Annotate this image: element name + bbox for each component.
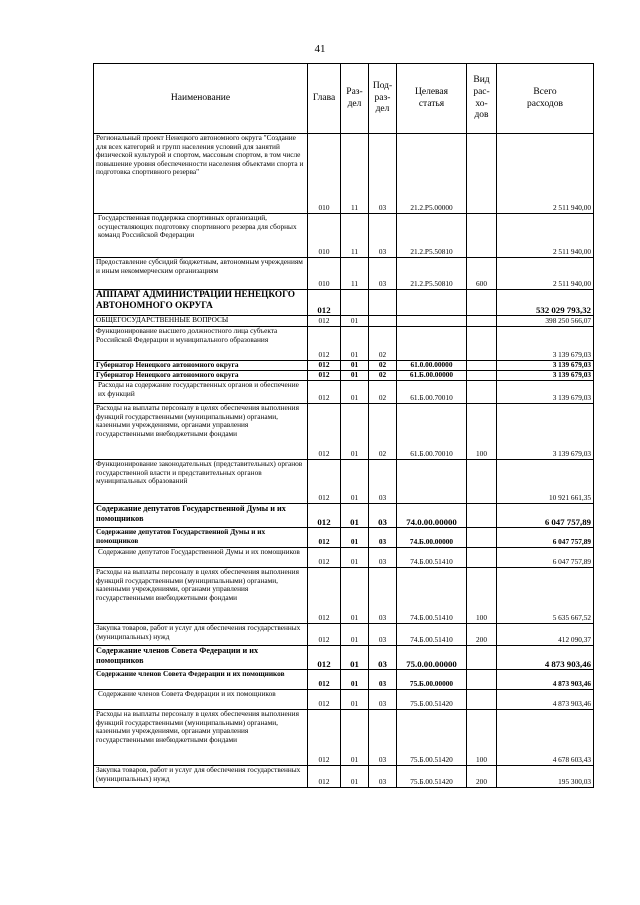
row-target: 61.Б.00.70010	[397, 381, 467, 404]
row-total: 412 090,37	[497, 624, 594, 646]
row-glava: 012	[308, 316, 341, 327]
row-podrazdel: 02	[369, 361, 397, 371]
row-razdel: 01	[341, 361, 369, 371]
row-razdel: 01	[341, 568, 369, 624]
table-row	[94, 327, 594, 361]
header-name: Наименование	[94, 64, 308, 134]
row-name: Содержание депутатов Государственной Думы и их помощников	[94, 548, 308, 568]
row-razdel: 01	[341, 528, 369, 548]
row-name: Содержание членов Совета Федерации и их помощников	[94, 690, 308, 710]
row-vid	[467, 528, 497, 548]
row-glava: 012	[308, 504, 341, 528]
row-glava: 012	[308, 404, 341, 460]
row-vid	[467, 371, 497, 381]
row-vid	[467, 290, 497, 316]
row-vid: 100	[467, 710, 497, 766]
header-glava: Глава	[308, 64, 341, 134]
row-podrazdel: 03	[369, 460, 397, 504]
row-podrazdel: 03	[369, 258, 397, 290]
row-glava: 012	[308, 290, 341, 316]
table-row	[94, 316, 594, 327]
table-row	[94, 766, 594, 788]
row-target: 75.Б.00.51420	[397, 710, 467, 766]
row-target: 75.0.00.00000	[397, 646, 467, 670]
row-total: 3 139 679,03	[497, 404, 594, 460]
table-row	[94, 381, 594, 404]
table-row	[94, 646, 594, 670]
table-row	[94, 548, 594, 568]
row-target: 21.2.P5.50810	[397, 214, 467, 258]
row-total: 3 139 679,03	[497, 327, 594, 361]
row-vid: 200	[467, 766, 497, 788]
row-razdel	[341, 290, 369, 316]
row-total: 398 250 566,07	[497, 316, 594, 327]
row-vid	[467, 548, 497, 568]
row-name: Государственная поддержка спортивных организаций, осуществляющих подготовку спортивного резерва для сборных команд Российской Федерации	[94, 214, 308, 258]
row-vid: 200	[467, 624, 497, 646]
row-total: 6 047 757,89	[497, 548, 594, 568]
row-podrazdel: 03	[369, 624, 397, 646]
row-target: 75.Б.00.51420	[397, 766, 467, 788]
row-podrazdel: 02	[369, 371, 397, 381]
row-vid	[467, 504, 497, 528]
row-name: Содержание членов Совета Федерации и их помощников	[94, 670, 308, 690]
row-name: Расходы на выплаты персоналу в целях обеспечения выполнения функций государственными (муниципальными) органами, казенными учреждениями, органами управления государственными внебюджетными фондами	[94, 404, 308, 460]
row-total: 6 047 757,89	[497, 528, 594, 548]
row-name: Расходы на выплаты персоналу в целях обеспечения выполнения функций государственными (муниципальными) органами, казенными учреждениями, органами управления государственными внебюджетными фондами	[94, 710, 308, 766]
row-razdel: 01	[341, 710, 369, 766]
row-vid	[467, 134, 497, 214]
row-vid	[467, 327, 497, 361]
row-podrazdel: 02	[369, 381, 397, 404]
row-podrazdel: 03	[369, 568, 397, 624]
row-name: Содержание депутатов Государственной Думы и их помощников	[94, 528, 308, 548]
row-glava: 012	[308, 670, 341, 690]
row-name: Расходы на содержание государственных органов и обеспечение их функций	[94, 381, 308, 404]
row-razdel: 01	[341, 460, 369, 504]
row-name: Функционирование высшего должностного лица субъекта Российской Федерации и муниципального образования	[94, 327, 308, 361]
header-total: Всего расходов	[497, 64, 594, 134]
row-glava: 010	[308, 258, 341, 290]
row-total: 6 047 757,89	[497, 504, 594, 528]
row-glava: 012	[308, 690, 341, 710]
row-podrazdel: 03	[369, 214, 397, 258]
row-glava: 012	[308, 381, 341, 404]
row-total: 195 300,03	[497, 766, 594, 788]
row-name: Губернатор Ненецкого автономного округа	[94, 361, 308, 371]
row-name: Расходы на выплаты персоналу в целях обеспечения выполнения функций государственными (муниципальными) органами, казенными учреждениями, органами управления государственными внебюджетными фондами	[94, 568, 308, 624]
row-vid	[467, 361, 497, 371]
row-total: 3 139 679,03	[497, 381, 594, 404]
row-total: 2 511 940,00	[497, 258, 594, 290]
row-target: 75.Б.00.51420	[397, 690, 467, 710]
row-target	[397, 327, 467, 361]
row-vid: 100	[467, 404, 497, 460]
row-target: 74.0.00.00000	[397, 504, 467, 528]
row-name: Содержание членов Совета Федерации и их помощников	[94, 646, 308, 670]
row-vid	[467, 460, 497, 504]
table-row	[94, 290, 594, 316]
row-razdel: 11	[341, 258, 369, 290]
row-razdel: 01	[341, 371, 369, 381]
row-total: 3 139 679,03	[497, 361, 594, 371]
table-row	[94, 504, 594, 528]
row-vid	[467, 214, 497, 258]
row-glava: 012	[308, 568, 341, 624]
row-glava: 012	[308, 371, 341, 381]
row-podrazdel: 03	[369, 548, 397, 568]
table-row	[94, 528, 594, 548]
row-podrazdel: 03	[369, 134, 397, 214]
table-row	[94, 404, 594, 460]
row-target: 61.0.00.00000	[397, 361, 467, 371]
row-vid	[467, 670, 497, 690]
row-podrazdel: 03	[369, 710, 397, 766]
row-name: ОБЩЕГОСУДАРСТВЕННЫЕ ВОПРОСЫ	[94, 316, 308, 327]
row-total: 4 873 903,46	[497, 646, 594, 670]
row-target: 74.Б.00.51410	[397, 568, 467, 624]
row-total: 5 635 667,52	[497, 568, 594, 624]
row-glava: 010	[308, 214, 341, 258]
row-glava: 012	[308, 548, 341, 568]
row-podrazdel: 03	[369, 504, 397, 528]
row-glava: 012	[308, 766, 341, 788]
row-vid	[467, 316, 497, 327]
row-razdel: 01	[341, 646, 369, 670]
row-podrazdel: 02	[369, 404, 397, 460]
row-glava: 012	[308, 361, 341, 371]
row-total: 2 511 940,00	[497, 214, 594, 258]
header-target: Целевая статья	[397, 64, 467, 134]
row-glava: 012	[308, 528, 341, 548]
row-vid: 600	[467, 258, 497, 290]
row-name: Содержание депутатов Государственной Думы и их помощников	[94, 504, 308, 528]
table-row	[94, 134, 594, 214]
row-target: 75.Б.00.00000	[397, 670, 467, 690]
row-razdel: 01	[341, 690, 369, 710]
row-name: Предоставление субсидий бюджетным, автономным учреждениям и иным некоммерческим организациям	[94, 258, 308, 290]
row-name: Губернатор Ненецкого автономного округа	[94, 371, 308, 381]
table-row	[94, 214, 594, 258]
row-target	[397, 460, 467, 504]
row-total: 532 029 793,32	[497, 290, 594, 316]
row-glava: 012	[308, 624, 341, 646]
row-razdel: 01	[341, 316, 369, 327]
row-total: 4 873 903,46	[497, 690, 594, 710]
row-razdel: 01	[341, 766, 369, 788]
table-row	[94, 624, 594, 646]
row-name: Закупка товаров, работ и услуг для обеспечения государственных (муниципальных) нужд	[94, 624, 308, 646]
row-vid: 100	[467, 568, 497, 624]
row-total: 4 873 903,46	[497, 670, 594, 690]
row-target: 21.2.P5.00000	[397, 134, 467, 214]
table-row	[94, 690, 594, 710]
row-name: Региональный проект Ненецкого автономного округа "Создание для всех категорий и групп населения условий для занятий физической культурой и спортом, массовым спортом, в том числе повышение уровня обеспеченности населения объектами спорта и подготовка спортивного резерва"	[94, 134, 308, 214]
row-target: 61.Б.00.70010	[397, 404, 467, 460]
row-podrazdel	[369, 290, 397, 316]
table-row	[94, 568, 594, 624]
row-razdel: 01	[341, 548, 369, 568]
header-vid: Вид рас- хо- дов	[467, 64, 497, 134]
row-name: Функционирование законодательных (представительных) органов государственной власти и представительных органов муниципальных образований	[94, 460, 308, 504]
row-podrazdel: 03	[369, 670, 397, 690]
row-podrazdel: 02	[369, 327, 397, 361]
row-glava: 012	[308, 646, 341, 670]
row-total: 2 511 940,00	[497, 134, 594, 214]
table-row	[94, 670, 594, 690]
header-podrazdel: Под- раз- дел	[369, 64, 397, 134]
table-row	[94, 361, 594, 371]
row-target: 21.2.P5.50810	[397, 258, 467, 290]
row-vid	[467, 690, 497, 710]
row-glava: 012	[308, 327, 341, 361]
budget-table	[93, 63, 594, 788]
row-razdel: 01	[341, 381, 369, 404]
row-target: 61.Б.00.00000	[397, 371, 467, 381]
row-glava: 010	[308, 134, 341, 214]
table-row	[94, 710, 594, 766]
row-podrazdel: 03	[369, 646, 397, 670]
row-razdel: 11	[341, 134, 369, 214]
row-razdel: 01	[341, 404, 369, 460]
row-razdel: 01	[341, 504, 369, 528]
row-name: Закупка товаров, работ и услуг для обеспечения государственных (муниципальных) нужд	[94, 766, 308, 788]
row-podrazdel: 03	[369, 690, 397, 710]
row-razdel: 01	[341, 624, 369, 646]
row-glava: 012	[308, 710, 341, 766]
row-total: 4 678 603,43	[497, 710, 594, 766]
row-razdel: 11	[341, 214, 369, 258]
row-target	[397, 316, 467, 327]
row-podrazdel: 03	[369, 766, 397, 788]
row-target: 74.Б.00.51410	[397, 548, 467, 568]
row-vid	[467, 646, 497, 670]
row-target	[397, 290, 467, 316]
row-target: 74.Б.00.00000	[397, 528, 467, 548]
row-target: 74.Б.00.51410	[397, 624, 467, 646]
row-total: 3 139 679,03	[497, 371, 594, 381]
row-razdel: 01	[341, 327, 369, 361]
table-row	[94, 371, 594, 381]
row-podrazdel	[369, 316, 397, 327]
row-glava: 012	[308, 460, 341, 504]
row-podrazdel: 03	[369, 528, 397, 548]
row-total: 10 921 661,35	[497, 460, 594, 504]
page-number: 41	[314, 43, 326, 55]
row-razdel: 01	[341, 670, 369, 690]
table-row	[94, 460, 594, 504]
table-header-row	[94, 64, 594, 134]
table-row	[94, 258, 594, 290]
row-vid	[467, 381, 497, 404]
row-name: АППАРАТ АДМИНИСТРАЦИИ НЕНЕЦКОГО АВТОНОМНОГО ОКРУГА	[94, 290, 308, 316]
header-razdel: Раз- дел	[341, 64, 369, 134]
